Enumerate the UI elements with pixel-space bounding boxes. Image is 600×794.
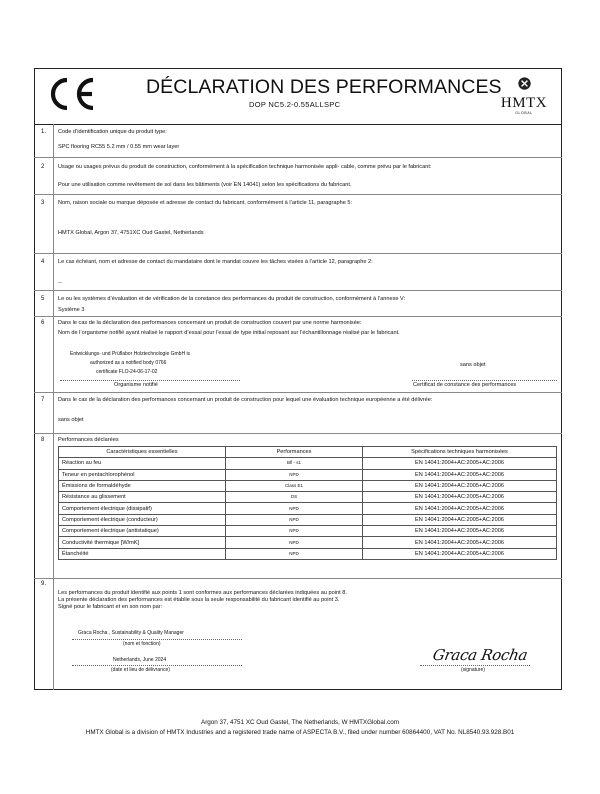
signed-by-label: Signé pour le fabricant et en son nom par: [58, 604, 163, 610]
column-header: Caractéristiques essentielles [59, 447, 226, 458]
section-value: Pour une utilisation comme revêtement de sol dans les bâtiments (voir EN 14041) selon les spécifications du fabricant. [58, 182, 352, 188]
hmtx-logo [500, 77, 548, 115]
divider [34, 316, 562, 317]
characteristic-cell: Réaction au feu [59, 458, 226, 469]
notified-body-line: certificate FLO-24-06-17-02 [96, 369, 158, 375]
section-label: Dans le cas de la déclaration des performances concernant un produit de construction pour lequel une évaluation technique européenne a été délivrée: [58, 397, 433, 403]
place-date-caption: (date et lieu de délivrance) [111, 667, 170, 673]
performance-cell: NPD [226, 537, 363, 548]
divider [34, 433, 562, 434]
dotted-line [60, 380, 240, 381]
section-label: Le ou les systèmes d’évaluation et de vérification de la constance des performances du produit de construction, conformément à l’annexe V: [58, 296, 406, 302]
table-row [59, 480, 557, 491]
section-number: 3 [41, 200, 45, 206]
column-header: Spécifications techniques harmonisées [363, 447, 557, 458]
section-number: 9. [41, 581, 47, 587]
section-value: HMTX Global, Argon 37, 4751XC Oud Gastel, Netherlands [58, 230, 204, 236]
characteristic-cell: Résistance au glissement [59, 492, 226, 503]
section-number: 5 [41, 296, 45, 302]
performance-cell: Class E1 [226, 480, 363, 491]
table-row [59, 503, 557, 514]
table-row [59, 526, 557, 537]
characteristic-cell: Comportement électrique (dissipatif) [59, 503, 226, 514]
specification-cell: EN 14041:2004+AC:2005+AC:2006 [363, 514, 557, 525]
specification-cell: EN 14041:2004+AC:2005+AC:2006 [363, 503, 557, 514]
section-number: 8 [41, 437, 45, 443]
number-column-rule [53, 124, 54, 690]
dotted-line [72, 639, 242, 640]
certificate-value: sans objet [460, 362, 486, 368]
divider [34, 124, 562, 125]
characteristic-cell: Conductivité thermique [W/mK] [59, 537, 226, 548]
performance-cell: NPD [226, 548, 363, 559]
table-row [59, 492, 557, 503]
section-number: 1. [41, 129, 47, 135]
conformity-statement: Les performances du produit identifié aux points 1 sont conformes aux performances déclarées indiquées au point 8. [58, 590, 347, 596]
notified-body-line: authorized as a notified body 0766 [90, 360, 167, 366]
table-row [59, 458, 557, 469]
section-value: Système 3 [58, 307, 85, 313]
section-number: 2 [41, 164, 45, 170]
ce-mark [45, 76, 99, 112]
performance-cell: DS [226, 492, 363, 503]
logo-mark-icon [518, 77, 531, 90]
document-reference: DOP NC5.2-0.55ALLSPC [249, 100, 341, 109]
characteristic-cell: Comportement électrique (antistatique) [59, 526, 226, 537]
specification-cell: EN 14041:2004+AC:2005+AC:2006 [363, 537, 557, 548]
section-number: 6 [41, 320, 45, 326]
logo-sub: GLOBAL [515, 111, 533, 115]
table-row [59, 469, 557, 480]
specification-cell: EN 14041:2004+AC:2005+AC:2006 [363, 492, 557, 503]
dotted-line [72, 665, 242, 666]
signature-caption: (signature) [461, 667, 485, 673]
specification-cell: EN 14041:2004+AC:2005+AC:2006 [363, 458, 557, 469]
column-header: Performances [226, 447, 363, 458]
section-label: Performances déclarées [58, 437, 119, 443]
performance-cell: NPD [226, 526, 363, 537]
table-row [59, 548, 557, 559]
section-value: -- [58, 280, 62, 286]
place-date: Netherlands, June 2024 [113, 657, 167, 663]
section-label-secondary: Nom de l’organisme notifié ayant réalisé le rapport d’essai pour l’essai de type initial reposant sur l’échantillonnage réalisé par le fabricant. [58, 330, 400, 336]
certificate-caption: Certificat de constance des performances [413, 382, 517, 388]
characteristic-cell: Comportement électrique (conducteur) [59, 514, 226, 525]
dotted-line [412, 380, 557, 381]
divider [34, 290, 562, 291]
specification-cell: EN 14041:2004+AC:2005+AC:2006 [363, 480, 557, 491]
footer-address: Argon 37, 4751 XC Oud Gastel, The Netherlands, W HMTXGlobal.com [201, 719, 399, 726]
section-label: Le cas échéant, nom et adresse de contact du mandataire dont le mandat couvre les tâches visées à l’article 12, paragraphe 2: [58, 259, 373, 265]
section-label: Dans le cas de la déclaration des performances concernant un produit de construction couvert par une norme harmonisée: [58, 320, 362, 326]
notified-body-caption: Organisme notifié [114, 382, 158, 388]
characteristic-cell: Émissions de formaldéhyde [59, 480, 226, 491]
specification-cell: EN 14041:2004+AC:2005+AC:2006 [363, 526, 557, 537]
section-label: Usage ou usages prévus du produit de construction, conformément à la spécification technique harmonisée appli- cable, comme prévu par le fabricant: [58, 164, 432, 170]
section-number: 7 [41, 397, 45, 403]
table-header-row [59, 447, 557, 458]
responsibility-statement: La présente déclaration des performances est établie sous la seule responsabilité du fabricant identifié au point 3. [58, 597, 340, 603]
table-row [59, 514, 557, 525]
handwritten-signature: Graca Rocha [431, 646, 529, 664]
divider [34, 157, 562, 158]
table-row [59, 537, 557, 548]
footer-legal: HMTX Global is a division of HMTX Industries and a registered trade name of ASPECTA B.V., filed under number 60864400, VAT No. NL8540.93.928.B01 [85, 729, 515, 736]
signer-caption: (nom et fonction) [123, 641, 161, 647]
section-label: Nom, raison sociale ou marque déposée et adresse de contact du fabricant, conformément à l’article 11, paragraphe 5: [58, 200, 353, 206]
specification-cell: EN 14041:2004+AC:2005+AC:2006 [363, 469, 557, 480]
section-value: SPC flooring RC55 5.2 mm / 0.55 mm wear layer [58, 144, 180, 150]
notified-body-line: Entwicklungs- und Prüflabor Holztechnologie GmbH is [70, 351, 191, 357]
divider [34, 392, 562, 393]
characteristic-cell: Étanchéité [59, 548, 226, 559]
logo-brand: HMTX [500, 95, 548, 111]
signer-name: Graca Rocha , Sustainability & Quality Manager [78, 630, 184, 636]
performance-table [58, 446, 557, 560]
section-value: sans objet [58, 417, 84, 423]
performance-cell: Bfl - s1 [226, 458, 363, 469]
divider [34, 578, 562, 579]
dotted-line [420, 665, 530, 666]
section-label: Code d’identification unique du produit type: [58, 129, 167, 135]
section-number: 4 [41, 259, 45, 265]
performance-cell: NPD [226, 469, 363, 480]
divider [34, 253, 562, 254]
specification-cell: EN 14041:2004+AC:2005+AC:2006 [363, 548, 557, 559]
document-title: DÉCLARATION DES PERFORMANCES [146, 76, 502, 98]
divider [34, 194, 562, 195]
characteristic-cell: Teneur en pentachlorophénol [59, 469, 226, 480]
performance-cell: NPD [226, 503, 363, 514]
performance-cell: NPD [226, 514, 363, 525]
